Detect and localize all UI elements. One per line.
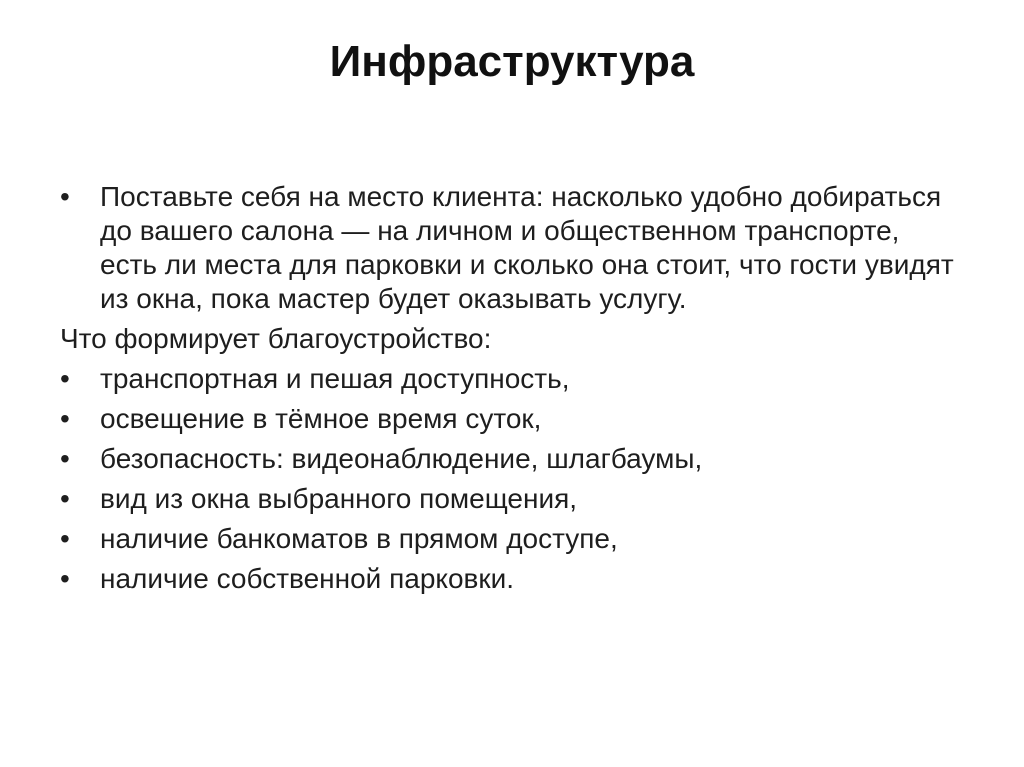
bullet-marker: • (60, 181, 70, 212)
list-item (60, 482, 960, 516)
bullet-marker: • (60, 563, 70, 594)
bullet-marker: • (60, 363, 70, 394)
list-item-text: вид из окна выбранного помещения, (100, 483, 578, 514)
bullet-marker: • (60, 523, 70, 554)
list-item-text: освещение в тёмное время суток, (100, 403, 542, 434)
list-item-text: транспортная и пешая доступность, (100, 363, 570, 394)
list-item-text: наличие банкоматов в прямом доступе, (100, 523, 618, 554)
slide-title: Инфраструктура (329, 37, 695, 86)
bullet-marker: • (60, 483, 70, 514)
bullet-marker: • (60, 403, 70, 434)
list-item (60, 402, 960, 436)
list-item (60, 562, 960, 596)
list-item-text: наличие собственной парковки. (100, 563, 515, 594)
intro-bullet-text: Поставьте себя на место клиента: насколько удобно добираться до вашего салона — на личном и общественном транспорте, есть ли места для парковки и сколько она стоит, что гости увидят из окна, пока мастер будет оказывать услугу. (100, 181, 954, 314)
list-item (60, 522, 960, 556)
list-item (60, 362, 960, 396)
subheading: Что формирует благоустройство: (60, 323, 492, 354)
list-item-text: безопасность: видеонаблюдение, шлагбаумы, (100, 443, 703, 474)
bullet-marker: • (60, 443, 70, 474)
list-item (60, 442, 960, 476)
intro-bullet (60, 180, 960, 316)
slide-body (60, 180, 960, 602)
